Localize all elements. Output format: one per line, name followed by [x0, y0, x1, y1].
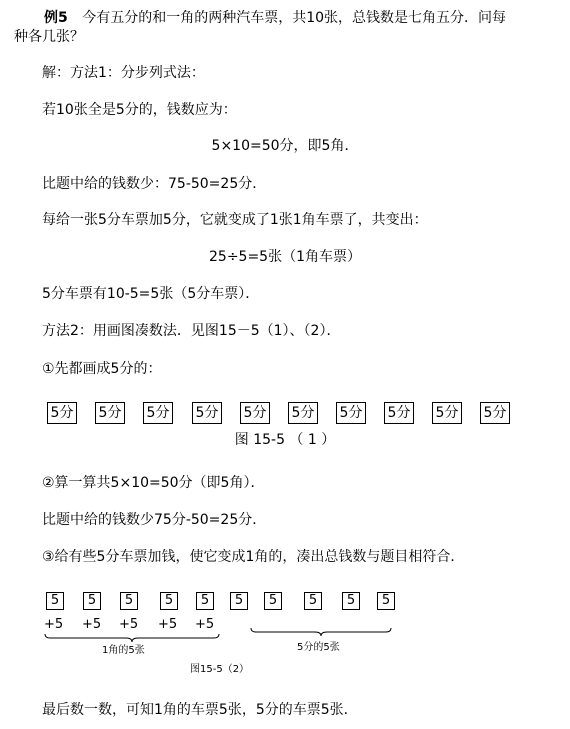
- ticket-box: 5分: [47, 402, 77, 424]
- ticket-box: 5分: [95, 402, 125, 424]
- ticket-box: 5: [377, 592, 395, 610]
- ticket-box: 5: [342, 592, 360, 610]
- plus-five-label: +5: [82, 617, 102, 632]
- method-2-step-3: 比题中给的钱数少75分-50=25分．: [42, 512, 267, 528]
- figure-1-caption: 图 15-5 （ 1 ）: [234, 432, 336, 448]
- ticket-box: 5分: [288, 402, 318, 424]
- plus-five-label: +5: [195, 617, 215, 632]
- ticket-box: 5: [230, 592, 248, 610]
- ticket-box: 5分: [192, 402, 222, 424]
- example-label: 例5: [44, 10, 68, 26]
- ticket-box: 5分: [143, 402, 173, 424]
- solution-step-4: 5分车票有10-5=5张（5分车票）．: [42, 286, 260, 302]
- conclusion: 最后数一数，可知1角的车票5张，5分的车票5张．: [42, 702, 358, 718]
- brace-left: [44, 633, 220, 643]
- solution-step-1: 若10张全是5分的，钱数应为：: [42, 102, 237, 118]
- brace-right-label: 5分的5张: [297, 642, 340, 653]
- ticket-box: 5分: [432, 402, 462, 424]
- method-2-step-4: ③给有些5分车票加钱，使它变成1角的，凑出总钱数与题目相符合．: [42, 549, 465, 565]
- solution-step-3: 每给一张5分车票加5分，它就变成了1张1角车票了，共变出：: [42, 212, 428, 228]
- equation-1: 5×10=50分，即5角．: [211, 138, 359, 154]
- figure-2-caption: 图15-5（2）: [190, 664, 250, 675]
- plus-five-label: +5: [44, 617, 64, 632]
- equation-2: 25÷5=5张（1角车票）: [209, 249, 361, 265]
- solution-intro: 解：方法1：分步列式法：: [42, 65, 205, 81]
- ticket-box: 5分: [384, 402, 414, 424]
- problem-line-2: 种各几张？: [14, 29, 84, 45]
- ticket-box: 5: [196, 592, 214, 610]
- method-2-step-2: ②算一算共5×10=50分（即5角）．: [42, 475, 265, 491]
- ticket-box: 5: [304, 592, 322, 610]
- ticket-box: 5: [83, 592, 101, 610]
- ticket-box: 5: [160, 592, 178, 610]
- method-2-heading: 方法2：用画图凑数法．见图15－5（1）、（2）．: [42, 323, 341, 339]
- ticket-box: 5分: [480, 402, 510, 424]
- ticket-box: 5: [120, 592, 138, 610]
- plus-five-label: +5: [119, 617, 139, 632]
- brace-left-label: 1角的5张: [102, 645, 145, 656]
- ticket-box: 5: [46, 592, 64, 610]
- problem-text-1: 今有五分的和一角的两种汽车票，共10张，总钱数是七角五分．问每: [82, 10, 507, 26]
- ticket-box: 5分: [336, 402, 366, 424]
- ticket-box: 5分: [240, 402, 270, 424]
- brace-right: [250, 627, 392, 637]
- problem-line-1: [44, 9, 506, 27]
- method-2-step-1: ①先都画成5分的：: [42, 361, 162, 377]
- plus-five-label: +5: [158, 617, 178, 632]
- ticket-box: 5: [264, 592, 282, 610]
- solution-step-2: 比题中给的钱数少：75-50=25分．: [42, 176, 267, 192]
